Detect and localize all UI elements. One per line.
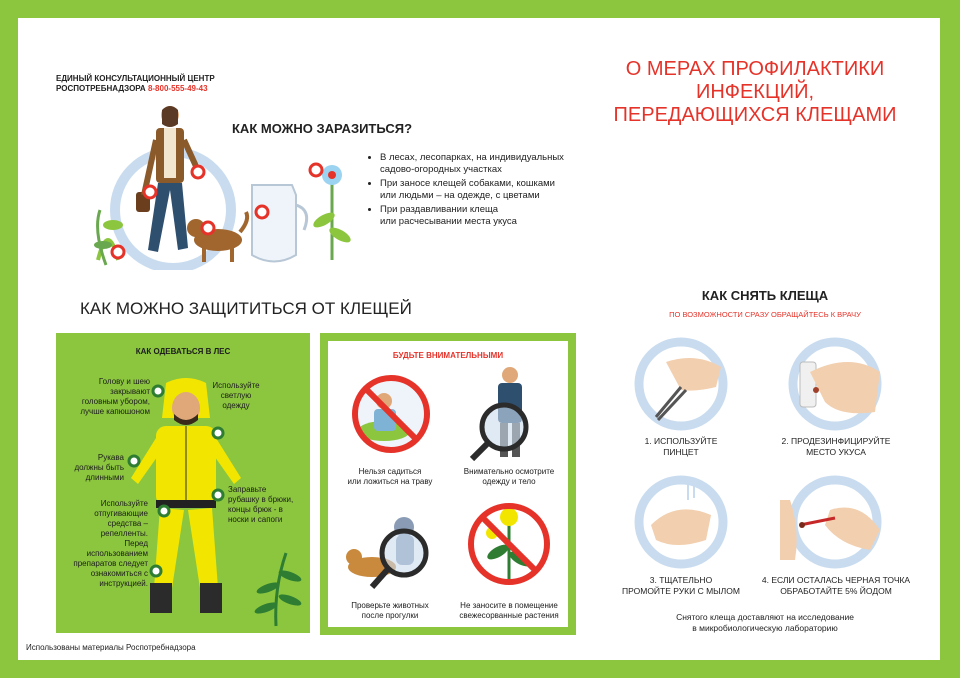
label-line: Не заносите в помещение [460,601,558,610]
org-line-2: РОСПОТРЕБНАДЗОРА [56,84,146,93]
label-line: Рукава [97,453,124,462]
infection-item-text: • При раздавливании клеща [380,204,499,215]
label-line: головным убором, [81,397,150,406]
infection-item [380,204,590,228]
no-sitting-on-grass-icon [344,371,438,457]
milk-and-flower-illustration [244,160,364,270]
check-pets-icon [342,495,442,595]
label-line: в микробиологическую лабораторию [692,623,838,633]
iodine-step-icon [780,470,890,570]
infection-item [380,178,590,202]
label-line: одежду и тело [482,477,536,486]
lab-note [640,612,890,634]
no-fresh-plants-icon [462,497,556,591]
clothing-markers [56,333,310,633]
poster-title [580,58,930,127]
step-2-label [756,436,916,458]
infection-item-text: • В лесах, лесопарках, на индивидуальных [380,152,564,163]
label-line: Нельзя садиться [358,467,422,476]
inspect-label [450,467,568,487]
org-name [56,74,215,94]
protect-heading: КАК МОЖНО ЗАЩИТИТЬСЯ ОТ КЛЕЩЕЙ [80,299,412,318]
infection-item-text: • При заносе клещей собаками, кошками [380,178,555,189]
label-line: Внимательно осмотрите [463,467,555,476]
infection-item [380,152,590,176]
label-line: ОБРАБОТАЙТЕ 5% ЙОДОМ [780,586,892,596]
label-line: светлую [220,391,252,400]
source-credit: Использованы материалы Роспотребнадзора [26,643,196,652]
label-line: концы брюк - в [228,505,283,514]
label-line: закрывают [110,387,150,396]
label-line: ПРОМОЙТЕ РУКИ С МЫЛОМ [622,586,740,596]
label-line: после прогулки [361,611,419,620]
label-line: Перед [124,539,148,548]
label-line: Используйте [212,381,260,390]
label-line: 2. ПРОДЕЗИНФИЦИРУЙТЕ [781,436,891,446]
no-plants-label [446,601,572,621]
remove-subheading: ПО ВОЗМОЖНОСТИ СРАЗУ ОБРАЩАЙТЕСЬ К ВРАЧУ [669,310,861,319]
check-pets-label [334,601,446,621]
tweezers-step-icon [626,332,736,432]
infection-heading: КАК МОЖНО ЗАРАЗИТЬСЯ? [232,121,413,136]
label-line: лучше капюшоном [80,407,150,416]
label-line: ознакомиться с [90,569,148,578]
step-1-label [616,436,746,458]
label-line: 4. ЕСЛИ ОСТАЛАСЬ ЧЕРНАЯ ТОЧКА [761,575,911,585]
clothing-panel-title: КАК ОДЕВАТЬСЯ В ЛЕС [135,347,231,356]
label-line: средства – [107,519,148,528]
step-4-label [746,575,926,597]
title-line-3: ПЕРЕДАЮЩИХСЯ КЛЕЩАМИ [613,104,897,126]
remove-heading: КАК СНЯТЬ КЛЕЩА [701,288,829,303]
label-line: препаратов следует [73,559,148,568]
label-line: МЕСТО УКУСА [806,447,866,457]
wash-hands-step-icon [626,470,736,570]
label-line: 1. ИСПОЛЬЗУЙТЕ [644,436,718,446]
label-line: одежду [222,401,250,410]
hiker-with-dog-illustration [78,100,258,270]
org-line-1: ЕДИНЫЙ КОНСУЛЬТАЦИОННЫЙ ЦЕНТР [56,74,215,83]
label-line: использованием [86,549,148,558]
title-line-1: О МЕРАХ ПРОФИЛАКТИКИ [625,58,885,80]
label-line: отпугивающие [94,509,148,518]
no-sitting-label [334,467,446,487]
label-line: репелленты. [100,529,148,538]
infection-item-text: или людьми – на одежде, с цветами [380,190,540,201]
label-line: Голову и шею [98,377,150,386]
label-line: Проверьте животных [351,601,429,610]
label-line: или ложиться на траву [347,477,433,486]
hotline-phone: 8-800-555-49-43 [147,84,208,93]
label-line: должны быть [74,463,124,472]
label-line: инструкцией. [99,579,148,588]
attention-panel [320,333,576,635]
label-line: Заправьте [228,485,267,494]
attention-panel-title: БУДЬТЕ ВНИМАТЕЛЬНЫМИ [392,351,504,360]
infection-item-text: или расчесывании места укуса [380,216,517,227]
disinfect-step-icon [780,332,890,432]
label-line: 3. ТЩАТЕЛЬНО [649,575,713,585]
label-line: рубашку в брюки, [228,495,294,504]
step-3-label [606,575,756,597]
label-line: ПИНЦЕТ [663,447,699,457]
infection-list [370,152,590,230]
label-line: длинными [85,473,124,482]
label-line: свежесорванные растения [459,611,559,620]
label-line: Используйте [100,499,148,508]
label-line: носки и сапоги [228,515,283,524]
inspect-clothes-icon [462,361,556,461]
label-line: Снятого клеща доставляют на исследование [676,612,854,622]
title-line-2: ИНФЕКЦИЙ, [695,81,815,103]
infection-item-text: садово-огородных участках [380,164,502,175]
clothing-panel [56,333,310,633]
